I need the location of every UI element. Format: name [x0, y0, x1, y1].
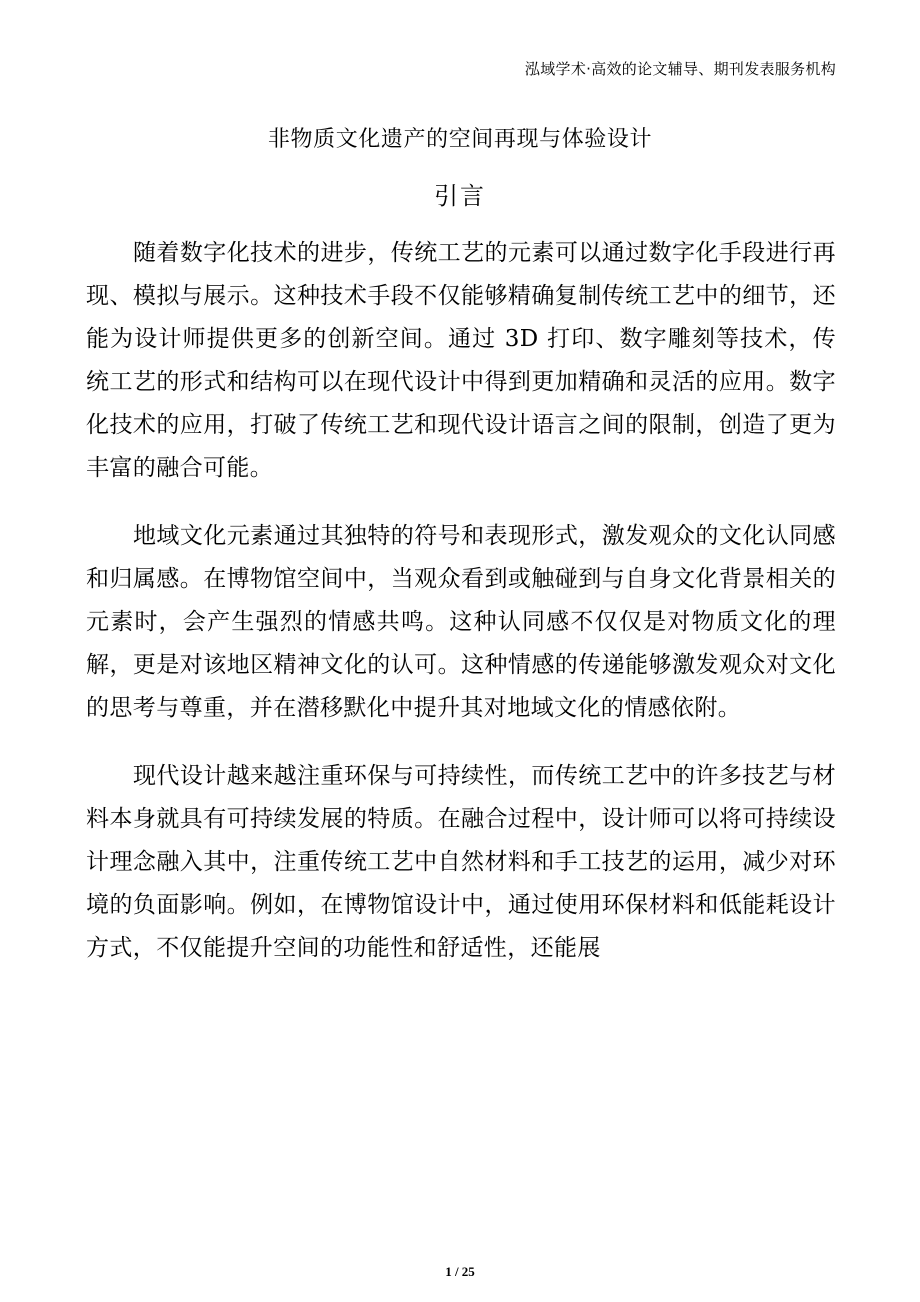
paragraph-2: 地域文化元素通过其独特的符号和表现形式，激发观众的文化认同感和归属感。在博物馆空间中，当观众看到或触碰到与自身文化背景相关的元素时，会产生强烈的情感共鸣。这种认同感不仅仅是对物质文化的理解，更是对该地区精神文化的认可。这种情感的传递能够激发观众对文化的思考与尊重，并在潜移默化中提升其对地域文化的情感依附。 [86, 523, 836, 721]
body-text [86, 232, 836, 995]
paragraph-3: 现代设计越来越注重环保与可持续性，而传统工艺中的许多技艺与材料本身就具有可持续发展的特质。在融合过程中，设计师可以将可持续设计理念融入其中，注重传统工艺中自然材料和手工技艺的运用，减少对环境的负面影响。例如，在博物馆设计中，通过使用环保材料和低能耗设计方式，不仅能提升空间的功能性和舒适性，还能展 [86, 763, 836, 961]
header-note: 泓域学术·高效的论文辅导、期刊发表服务机构 [524, 60, 836, 78]
document-title: 非物质文化遗产的空间再现与体验设计 [267, 127, 653, 152]
page-number: 1 / 25 [445, 1264, 475, 1279]
paragraph-1: 随着数字化技术的进步，传统工艺的元素可以通过数字化手段进行再现、模拟与展示。这种技术手段不仅能够精确复制传统工艺中的细节，还能为设计师提供更多的创新空间。通过 3D 打印、数字雕刻等技术，传统工艺的形式和结构可以在现代设计中得到更加精确和灵活的应用。数字化技术的应用，打破了传统工艺和现代设计语言之间的限制，创造了更为丰富的融合可能。 [86, 240, 836, 481]
section-heading: 引言 [434, 182, 486, 210]
